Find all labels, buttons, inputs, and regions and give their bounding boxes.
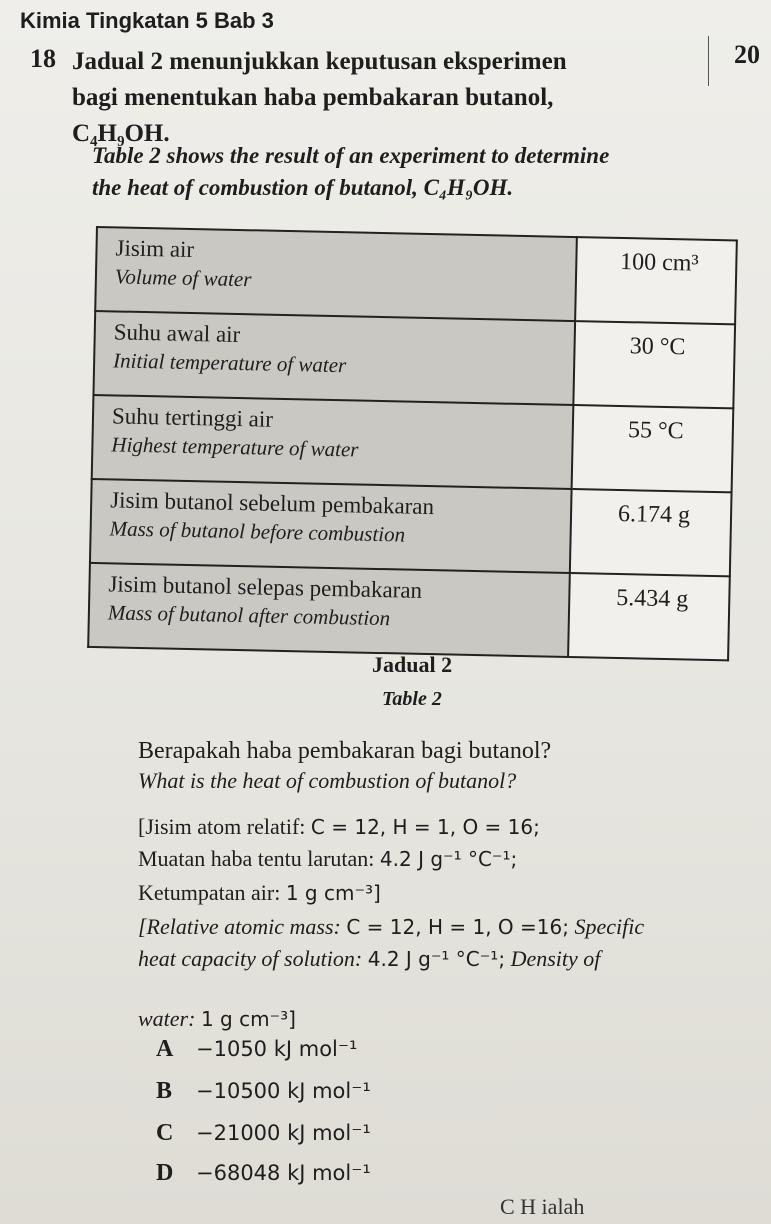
marks-divider	[708, 36, 709, 86]
question-marks: 20	[734, 40, 760, 69]
info-value: 1 g cm⁻³]	[200, 1007, 296, 1031]
question-number: 18	[30, 44, 56, 73]
question-line: Table 2 shows the result of an experiment to determine	[92, 143, 610, 168]
info-text: Specific	[568, 914, 645, 939]
option-value: −68048 kJ mol⁻¹	[196, 1161, 371, 1185]
info-line	[138, 914, 644, 940]
info-value: 1 g cm⁻³]	[285, 881, 381, 905]
row-value: 100 cm³	[575, 237, 737, 324]
prompt-malay: Berapakah haba pembakaran bagi butanol?	[138, 738, 552, 764]
label-english: Initial temperature of water	[112, 348, 347, 378]
question-formula: C₄H₉OH.	[72, 120, 170, 147]
label-english: Volume of water	[114, 264, 252, 292]
row-label	[88, 563, 570, 657]
label-english: Mass of butanol before combustion	[109, 516, 406, 547]
table-row	[95, 227, 737, 324]
info-value: 4.2 J g⁻¹ °C⁻¹;	[379, 847, 518, 871]
info-line	[138, 880, 381, 906]
option-value: −1050 kJ mol⁻¹	[196, 1037, 358, 1061]
label-english: Highest temperature of water	[111, 432, 359, 462]
row-value: 55 °C	[572, 405, 734, 492]
info-text: [Jisim atom relatif:	[138, 814, 311, 839]
label-malay: Jisim butanol selepas pembakaran	[108, 571, 423, 603]
page-header: Kimia Tingkatan 5 Bab 3	[20, 8, 274, 33]
info-text: [Relative atomic mass:	[138, 914, 347, 939]
question-text-english	[92, 140, 732, 204]
question-line: the heat of combustion of butanol, C₄H₉OH.	[92, 175, 514, 200]
cut-off-footer-text: C H ialah	[500, 1194, 585, 1219]
info-line	[138, 846, 517, 872]
option-letter: B	[156, 1078, 173, 1104]
label-malay: Jisim air	[115, 235, 195, 263]
row-value: 5.434 g	[568, 573, 730, 660]
question-line: Jadual 2 menunjukkan keputusan eksperimen	[72, 48, 567, 75]
info-line	[138, 1006, 296, 1032]
table-row	[88, 563, 730, 660]
info-text: heat capacity of solution:	[138, 946, 368, 971]
option-value: −21000 kJ mol⁻¹	[196, 1121, 371, 1145]
info-line	[138, 946, 600, 972]
info-text: Muatan haba tentu larutan:	[138, 846, 380, 871]
label-english: Mass of butanol after combustion	[107, 600, 391, 631]
question-text-malay	[72, 44, 692, 152]
answer-option-b[interactable]	[156, 1078, 371, 1105]
info-text: Density of	[505, 946, 601, 971]
row-label	[95, 227, 577, 321]
row-value: 6.174 g	[570, 489, 732, 576]
option-letter: A	[156, 1036, 174, 1062]
info-value: C = 12, H = 1, O = 16;	[310, 815, 540, 839]
answer-option-c[interactable]	[156, 1120, 371, 1147]
results-table	[87, 226, 738, 661]
info-line	[138, 814, 540, 840]
row-label	[93, 311, 575, 405]
table-row	[90, 479, 732, 576]
table-row	[92, 395, 734, 492]
option-letter: D	[156, 1160, 174, 1186]
info-text: water:	[138, 1006, 201, 1031]
label-malay: Jisim butanol sebelum pembakaran	[110, 487, 435, 520]
answer-option-d[interactable]	[156, 1160, 371, 1187]
row-label	[92, 395, 574, 489]
info-value: C = 12, H = 1, O =16;	[346, 915, 569, 939]
row-label	[90, 479, 572, 573]
prompt-english: What is the heat of combustion of butanol?	[138, 768, 517, 793]
row-value: 30 °C	[573, 321, 735, 408]
table-caption-malay: Jadual 2	[372, 652, 453, 677]
info-value: 4.2 J g⁻¹ °C⁻¹;	[367, 947, 506, 971]
answer-option-a[interactable]	[156, 1036, 357, 1063]
table-row	[93, 311, 735, 408]
option-value: −10500 kJ mol⁻¹	[196, 1079, 371, 1103]
table-caption-english: Table 2	[382, 688, 442, 710]
label-malay: Suhu tertinggi air	[111, 403, 274, 432]
label-malay: Suhu awal air	[113, 319, 241, 348]
question-line: bagi menentukan haba pembakaran butanol,	[72, 84, 554, 111]
info-text: Ketumpatan air:	[138, 880, 286, 905]
option-letter: C	[156, 1120, 174, 1146]
